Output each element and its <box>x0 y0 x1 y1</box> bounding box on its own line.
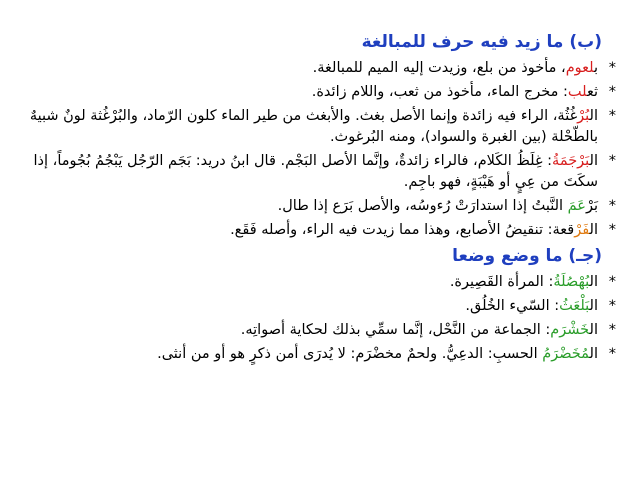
definition-text: النَّبتُ إذا استدارَتْ رُءوسُه، والأصل بَرَع إذا طال. <box>277 198 568 214</box>
term-prefix: ثع <box>586 84 598 100</box>
term-prefix: بَرْ <box>585 198 598 214</box>
bullet: * <box>608 322 616 338</box>
bullet: * <box>608 60 616 76</box>
term <box>542 346 598 362</box>
term-prefix: ال <box>589 108 598 124</box>
term-highlight: عَمَ <box>567 198 586 214</box>
term-prefix: ب <box>593 60 598 76</box>
term-highlight: بُهْصُلَةُ <box>553 274 590 290</box>
bullet: * <box>608 108 616 124</box>
term-highlight: لعوم <box>565 60 594 76</box>
term-highlight: مُخَضْرَمُ <box>542 346 590 362</box>
term-highlight: بُرْ <box>577 108 590 124</box>
term-highlight: بَرْجَمَةُ <box>552 153 590 169</box>
term <box>566 60 598 76</box>
term-prefix: ال <box>589 346 598 362</box>
bullet: * <box>608 153 616 169</box>
bullet: * <box>608 346 616 362</box>
list-item <box>26 106 616 148</box>
definition-text: : الجماعة من النَّحْل، إنَّما سمِّي بذلك لحكاية أصواتِه. <box>240 322 551 338</box>
term-prefix: ال <box>589 222 598 238</box>
term-prefix: ال <box>589 298 598 314</box>
section-c-heading: (جـ) ما وضع وضعا <box>452 246 602 266</box>
definition-text: ة، الراء فيه زائدة وإنما الأصل بغث. والأبغث من طير الماء كلون الرّماد، والبُرْغُثة لونٌ شبيهٌ بالطّحْلة (بين الغبرة والسواد)، ومنه البُرغوث. <box>29 108 598 145</box>
bullet: * <box>608 198 616 214</box>
term <box>568 198 598 214</box>
term-prefix: ال <box>589 274 598 290</box>
definition-text: : تنقيضُ الأصابع، وهذا مما زيدت فيه الراء، وأصله فَقَع. <box>230 222 553 238</box>
list-item <box>26 296 616 317</box>
list-item <box>26 82 616 103</box>
bullet: * <box>608 274 616 290</box>
list-item <box>26 272 616 293</box>
definition-text: الحسبِ: الدعِيُّ. ولحمٌ مخضْرَم: لا يُدرَى أمن ذكرٍ هو أو من أنثى. <box>157 346 543 362</box>
bullet: * <box>608 222 616 238</box>
section-b-heading: (ب) ما زيد فيه حرف للمبالغة <box>361 32 602 52</box>
bullet: * <box>608 298 616 314</box>
term <box>553 274 598 290</box>
term-highlight: لب <box>567 84 587 100</box>
definition-text: ، مأخوذ من بلع، وزيدت إليه الميم للمبالغة. <box>312 60 566 76</box>
definition-text: : غِلَظُ الكَلام، فالراء زائدةٌ، وإنَّما الأصل البَجْم. قال ابنُ دريد: بَجَم الرّجُل يَبْجُمُ بُجُوماً، إذا سكَتَ من عِيٍ أو هَيْبَةٍ، فهو باجِم. <box>33 153 598 190</box>
term-highlight: بَلْعَثُ <box>559 298 590 314</box>
definition-text: : مخرج الماء، مأخوذ من ثعب، واللام زائدة. <box>311 84 568 100</box>
definition-text: : السّيء الخُلُق. <box>465 298 560 314</box>
list-item <box>26 220 616 241</box>
term <box>565 108 598 124</box>
term-highlight: خَشْرَم <box>550 322 590 338</box>
term-suffix: قعة <box>552 222 575 238</box>
term-prefix: ال <box>589 322 598 338</box>
list-item <box>26 320 616 341</box>
list-item <box>26 344 616 365</box>
term-highlight: فَرْ <box>574 222 590 238</box>
definition-text: : المرأة القَصِيرة. <box>449 274 554 290</box>
list-item <box>26 196 616 217</box>
term <box>553 222 599 238</box>
bullet: * <box>608 84 616 100</box>
list-item <box>26 58 616 79</box>
term <box>552 153 598 169</box>
term-prefix: ال <box>589 153 598 169</box>
term <box>568 84 598 100</box>
term <box>559 298 598 314</box>
list-item <box>26 151 616 193</box>
term <box>550 322 598 338</box>
term-suffix: غُثُ <box>565 108 578 124</box>
